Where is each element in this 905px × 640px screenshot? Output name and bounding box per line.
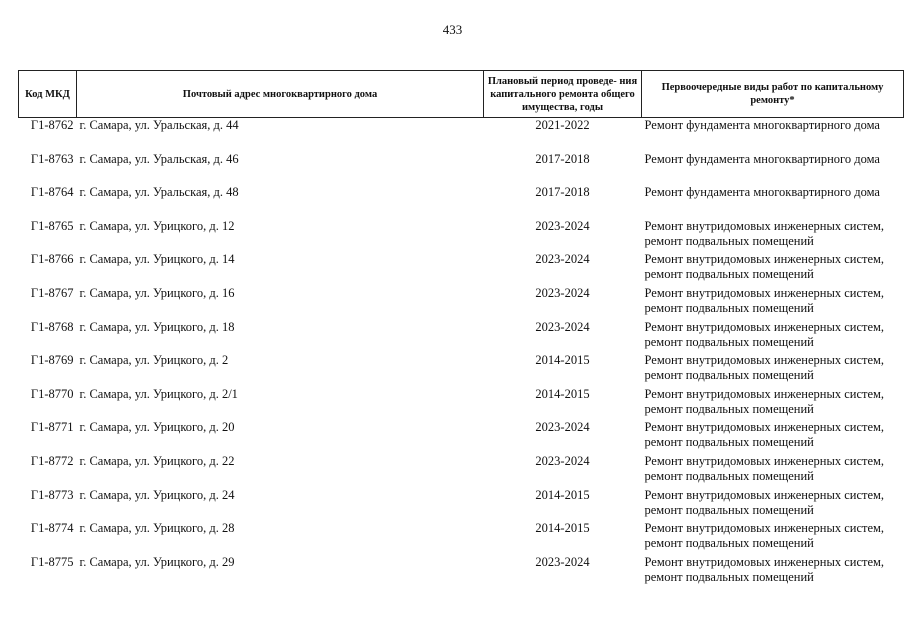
table-row [19,420,904,454]
works-line-2: ремонт подвальных помещений [644,502,814,517]
header-period: Плановый период проведе- ния капитального ремонта общего имущества, годы [484,71,642,118]
row-code: Г1-8774 [30,521,74,536]
header-works: Первоочередные виды работ по капитальному ремонту* [642,71,904,118]
table-row [19,454,904,488]
works-line-1: Ремонт внутридомовых инженерных систем, [644,386,885,401]
row-address: г. Самара, ул. Урицкого, д. 12 [79,218,235,233]
works-line-2: ремонт подвальных помещений [644,569,814,584]
works-line-1: Ремонт внутридомовых инженерных систем, [644,487,885,502]
row-code: Г1-8770 [30,386,74,401]
row-code: Г1-8775 [30,554,74,569]
works-line-1: Ремонт внутридомовых инженерных систем, [644,453,885,468]
row-address: г. Самара, ул. Уральская, д. 44 [79,118,239,132]
works-line-1: Ремонт фундамента многоквартирного дома [644,185,880,200]
works-line-1: Ремонт внутридомовых инженерных систем, [644,252,885,267]
works-line-1: Ремонт внутридомовых инженерных систем, [644,521,885,536]
row-works [642,353,904,387]
row-code: Г1-8772 [30,453,74,468]
row-works [642,152,904,186]
works-line-1: Ремонт внутридомовых инженерных систем, [644,218,885,233]
row-works [642,488,904,522]
page-number: 433 [442,22,463,37]
table-body [19,118,904,589]
table-row [19,286,904,320]
row-works [642,555,904,589]
row-code: Г1-8766 [30,252,74,267]
works-line-1: Ремонт внутридомовых инженерных систем, [644,353,885,368]
row-works [642,118,904,152]
row-code: Г1-8769 [30,353,74,368]
row-works [642,454,904,488]
row-address: г. Самара, ул. Урицкого, д. 18 [79,319,235,334]
row-period: 2014-2015 [535,353,590,368]
table-row [19,185,904,219]
row-works [642,420,904,454]
works-line-1: Ремонт внутридомовых инженерных систем, [644,420,885,435]
row-period: 2014-2015 [535,386,590,401]
row-period: 2023-2024 [535,420,590,435]
works-line-1: Ремонт фундамента многоквартирного дома [644,151,880,166]
works-line-2: ремонт подвальных помещений [644,368,814,383]
works-line-2: ремонт подвальных помещений [644,334,814,349]
table-row [19,555,904,589]
row-code: Г1-8767 [30,285,74,300]
row-works [642,185,904,219]
row-works [642,521,904,555]
works-line-1: Ремонт внутридомовых инженерных систем, [644,285,885,300]
row-code: Г1-8764 [30,185,74,200]
row-works [642,320,904,354]
row-period: 2014-2015 [535,521,590,536]
table-row [19,152,904,186]
table-row [19,118,904,152]
table-row [19,521,904,555]
works-line-2: ремонт подвальных помещений [644,401,814,416]
row-address: г. Самара, ул. Урицкого, д. 24 [79,487,235,502]
row-period: 2021-2022 [535,118,590,132]
works-line-2: ремонт подвальных помещений [644,435,814,450]
works-line-2: ремонт подвальных помещений [644,233,814,248]
row-address: г. Самара, ул. Уральская, д. 46 [79,151,239,166]
row-period: 2017-2018 [535,151,590,166]
row-period: 2017-2018 [535,185,590,200]
row-address: г. Самара, ул. Урицкого, д. 2/1 [79,386,238,401]
row-works [642,286,904,320]
table-row [19,219,904,253]
row-period: 2023-2024 [535,554,590,569]
table-row [19,353,904,387]
works-line-1: Ремонт внутридомовых инженерных систем, [644,554,885,569]
row-works [642,387,904,421]
row-works [642,219,904,253]
works-line-2: ремонт подвальных помещений [644,300,814,315]
row-address: г. Самара, ул. Урицкого, д. 16 [79,285,235,300]
works-line-1: Ремонт внутридомовых инженерных систем, [644,319,885,334]
table-header-row [19,71,904,118]
row-address: г. Самара, ул. Урицкого, д. 28 [79,521,235,536]
row-address: г. Самара, ул. Уральская, д. 48 [79,185,239,200]
row-code: Г1-8768 [30,319,74,334]
works-line-2: ремонт подвальных помещений [644,468,814,483]
row-works [642,252,904,286]
works-line-2: ремонт подвальных помещений [644,267,814,282]
row-address: г. Самара, ул. Урицкого, д. 2 [79,353,229,368]
table-row [19,252,904,286]
row-period: 2023-2024 [535,285,590,300]
row-period: 2023-2024 [535,252,590,267]
header-code: Код МКД [19,71,77,118]
row-code: Г1-8773 [30,487,74,502]
works-line-2: ремонт подвальных помещений [644,536,814,551]
row-code: Г1-8762 [30,118,74,132]
row-code: Г1-8765 [30,218,74,233]
row-address: г. Самара, ул. Урицкого, д. 29 [79,554,235,569]
row-code: Г1-8771 [30,420,74,435]
table-row [19,320,904,354]
table-row [19,387,904,421]
header-address: Почтовый адрес многоквартирного дома [77,71,484,118]
row-address: г. Самара, ул. Урицкого, д. 14 [79,252,235,267]
row-code: Г1-8763 [30,151,74,166]
works-line-1: Ремонт фундамента многоквартирного дома [644,118,880,132]
capital-repair-table [18,70,904,588]
table-row [19,488,904,522]
row-period: 2014-2015 [535,487,590,502]
row-period: 2023-2024 [535,453,590,468]
row-address: г. Самара, ул. Урицкого, д. 20 [79,420,235,435]
row-address: г. Самара, ул. Урицкого, д. 22 [79,453,235,468]
row-period: 2023-2024 [535,218,590,233]
row-period: 2023-2024 [535,319,590,334]
